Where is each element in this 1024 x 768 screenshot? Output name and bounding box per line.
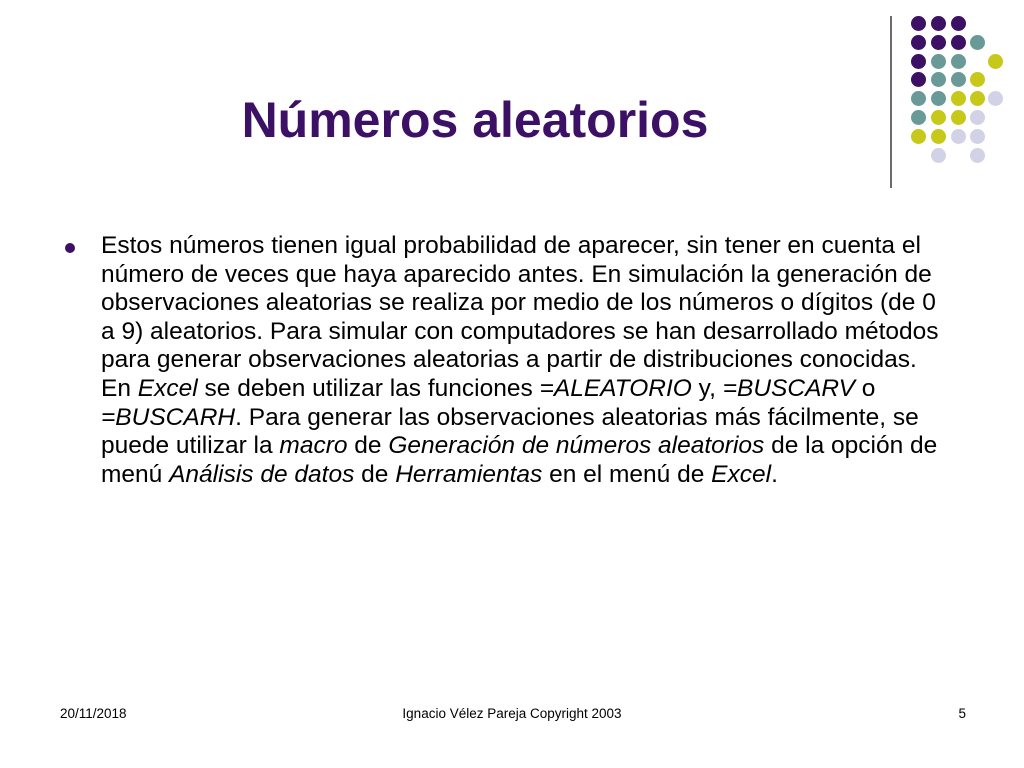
deco-dot <box>970 110 985 125</box>
deco-dot <box>970 91 985 106</box>
deco-dot <box>951 129 966 144</box>
deco-dot <box>951 16 966 31</box>
buscarv-function: =BUSCARV <box>722 374 855 402</box>
deco-dot <box>988 54 1003 69</box>
deco-dot <box>951 54 966 69</box>
deco-dot <box>931 129 946 144</box>
deco-dot <box>931 35 946 50</box>
title-divider-line <box>890 16 892 188</box>
text-run: de <box>347 432 389 460</box>
bullet-icon <box>65 243 75 253</box>
deco-dot <box>951 110 966 125</box>
deco-dot <box>931 148 946 163</box>
deco-dot <box>931 110 946 125</box>
excel-term: Excel <box>137 374 198 402</box>
text-run: a <box>101 317 122 345</box>
herramientas-term: Herramientas <box>395 460 543 488</box>
footer-page-number: 5 <box>958 706 966 721</box>
text-run: . <box>771 460 778 488</box>
deco-dot <box>988 91 1003 106</box>
aleatorio-function: =ALEATORIO <box>539 374 692 402</box>
deco-dot <box>970 129 985 144</box>
footer-copyright: Ignacio Vélez Pareja Copyright 2003 <box>402 706 622 721</box>
text-run: y, <box>691 374 723 402</box>
buscarh-function: =BUSCARH <box>101 403 236 431</box>
deco-dot <box>970 148 985 163</box>
text-run: o <box>855 374 876 402</box>
deco-dot <box>970 35 985 50</box>
deco-dot <box>931 16 946 31</box>
slide-body <box>60 232 960 489</box>
footer-date: 20/11/2018 <box>60 706 127 721</box>
deco-dot <box>911 110 926 125</box>
excel-term: Excel <box>711 460 772 488</box>
deco-dot <box>931 91 946 106</box>
analisis-term: Análisis de datos <box>169 460 355 488</box>
generacion-term: Generación de números aleatorios <box>388 432 765 460</box>
digit-nine: 9 <box>121 317 136 345</box>
deco-dot <box>951 72 966 87</box>
deco-dot <box>951 91 966 106</box>
deco-dot <box>911 91 926 106</box>
text-run: ) aleatorios. Para simular con computadores se han desarrollado métodos para generar observaciones aleatorias a partir de distribuciones conocidas. En <box>101 317 939 402</box>
text-run: Estos números tienen igual probabilidad de aparecer, sin tener en cuenta el número de veces que haya aparecido antes. En simulación la generación de observaciones aleatorias se realiza por medio de los números o dígitos (de <box>101 232 932 317</box>
deco-dot <box>931 54 946 69</box>
deco-dot <box>911 16 926 31</box>
bullet-paragraph <box>101 232 951 489</box>
slide-title: Números aleatorios <box>241 92 709 148</box>
deco-dot <box>951 35 966 50</box>
deco-dot <box>970 72 985 87</box>
text-run: . Para generar las observaciones aleatorias más fácilmente, se puede utilizar la <box>101 403 919 460</box>
digit-zero: 0 <box>922 289 936 317</box>
text-run: de la opción de menú <box>101 432 938 488</box>
text-run: se deben utilizar las funciones <box>197 374 540 402</box>
deco-dot <box>911 72 926 87</box>
text-run: en el menú de <box>542 460 712 488</box>
text-run: de <box>354 460 396 488</box>
deco-dot <box>911 35 926 50</box>
deco-dot <box>911 129 926 144</box>
macro-term: macro <box>279 432 348 460</box>
deco-dot <box>911 54 926 69</box>
deco-dot <box>931 72 946 87</box>
